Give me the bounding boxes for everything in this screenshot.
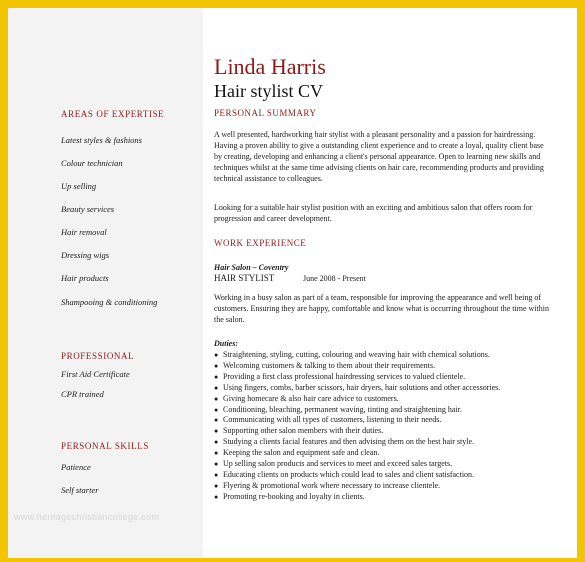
bullet-icon: ●	[214, 361, 219, 370]
bullet-icon: ●	[214, 460, 219, 469]
duty-text: Straightening, styling, cutting, colouring and weaving hair with chemical solutions.	[223, 350, 490, 359]
watermark: www.heritagechristiancollege.com	[14, 512, 160, 522]
duty-text: Supporting other salon members with their duties.	[223, 426, 384, 436]
job-dates: June 2008 - Present	[303, 274, 366, 283]
duty-text: Studying a clients facial features and then advising them on the best hair style.	[223, 437, 475, 447]
bullet-icon: ●	[214, 416, 219, 425]
duty-item	[214, 437, 554, 448]
bullet-icon: ●	[214, 438, 219, 447]
duty-text: Welcoming customers & talking to them about their requirements.	[223, 360, 435, 370]
skill-item: Self starter	[61, 485, 99, 495]
professional-item: First Aid Certificate	[61, 369, 130, 379]
expertise-heading: AREAS OF EXPERTISE	[61, 109, 165, 119]
duty-item	[214, 372, 554, 383]
experience-title: WORK EXPERIENCE	[214, 238, 307, 248]
summary-paragraph: Looking for a suitable hair stylist position with an exciting and ambitious salon that offers room for progression and career development.	[214, 203, 533, 223]
bullet-icon: ●	[214, 481, 219, 490]
expertise-item: Dressing wigs	[61, 250, 110, 260]
bullet-icon: ●	[214, 394, 219, 403]
expertise-item: Colour technician	[61, 158, 123, 168]
expertise-item: Shampooing & conditioning	[61, 297, 158, 307]
expertise-item: Hair removal	[61, 227, 107, 237]
duty-item	[214, 481, 554, 492]
professional-heading: PROFESSIONAL	[61, 351, 135, 361]
bullet-icon: ●	[214, 492, 219, 501]
duty-text: Up selling salon products and services to meet and exceed sales targets.	[223, 459, 453, 469]
duty-item	[214, 361, 554, 372]
cv-page	[8, 8, 577, 558]
bullet-icon: ●	[214, 351, 219, 359]
professional-item: CPR trained	[61, 389, 104, 399]
duty-text: Keeping the salon and equipment safe and clean.	[223, 448, 380, 458]
duty-text: Giving homecare & also hair care advice to customers.	[223, 393, 399, 403]
duty-item	[214, 470, 554, 481]
job-company: Hair Salon – Coventry	[214, 263, 289, 272]
expertise-item: Latest styles & fashions	[61, 135, 142, 145]
duties-list	[214, 350, 554, 503]
duty-text: Providing a first class professional hairdressing services to valued clientele.	[223, 371, 466, 381]
duty-item	[214, 415, 554, 426]
duty-text: Educating clients on products which could lead to sales and client satisfaction.	[223, 469, 475, 479]
cv-role: Hair stylist CV	[214, 81, 324, 101]
bullet-icon: ●	[214, 427, 219, 436]
expertise-item: Hair products	[61, 273, 109, 283]
duty-item	[214, 426, 554, 437]
bullet-icon: ●	[214, 383, 219, 392]
summary-paragraph: A well presented, hardworking hair stylist with a pleasant personality and a passion for hairdressing. Having a proven ability to give a outstanding client experience and to create a loyal, quality client base by creating, developing and enhancing a client's personal appearance. Open to learning new skills and techniques whilst at the same time advising clients on hair care, recommending products and providing technical assistance to colleagues.	[214, 130, 544, 183]
duty-item	[214, 459, 554, 470]
duty-text: Communicating with all types of customers, listening to their needs.	[223, 415, 442, 425]
duty-item	[214, 492, 554, 503]
bullet-icon: ●	[214, 372, 219, 381]
duty-item	[214, 405, 554, 416]
expertise-item: Up selling	[61, 181, 97, 191]
bullet-icon: ●	[214, 449, 219, 458]
cv-name: Linda Harris	[214, 54, 326, 79]
skill-item: Patience	[61, 462, 91, 472]
duty-item	[214, 448, 554, 459]
duty-item	[214, 350, 554, 361]
duty-text: Using fingers, combs, barber scissors, hair dryers, hair solutions and other accessories.	[223, 382, 501, 392]
duty-text: Flyering & promotional work where necessary to increase clientele.	[223, 480, 441, 490]
bullet-icon: ●	[214, 405, 219, 414]
skills-heading: PERSONAL SKILLS	[61, 441, 149, 451]
job-title: HAIR STYLIST	[214, 273, 275, 283]
bullet-icon: ●	[214, 470, 219, 479]
duty-item	[214, 394, 554, 405]
duties-label: Duties:	[214, 339, 238, 348]
expertise-item: Beauty services	[61, 204, 115, 214]
duty-text: Promoting re-booking and loyalty in clients.	[223, 491, 365, 501]
sidebar	[8, 8, 203, 558]
job-description: Working in a busy salon as part of a team, responsible for improving the appearance and well being of customers. Ensuring they are happy, comfortable and know what is occurring throughout the time within the salon.	[214, 293, 549, 324]
duty-item	[214, 383, 554, 394]
duty-text: Conditioning, bleaching, permanent waving, tinting and straightening hair.	[223, 404, 462, 414]
summary-title: PERSONAL SUMMARY	[214, 108, 317, 118]
